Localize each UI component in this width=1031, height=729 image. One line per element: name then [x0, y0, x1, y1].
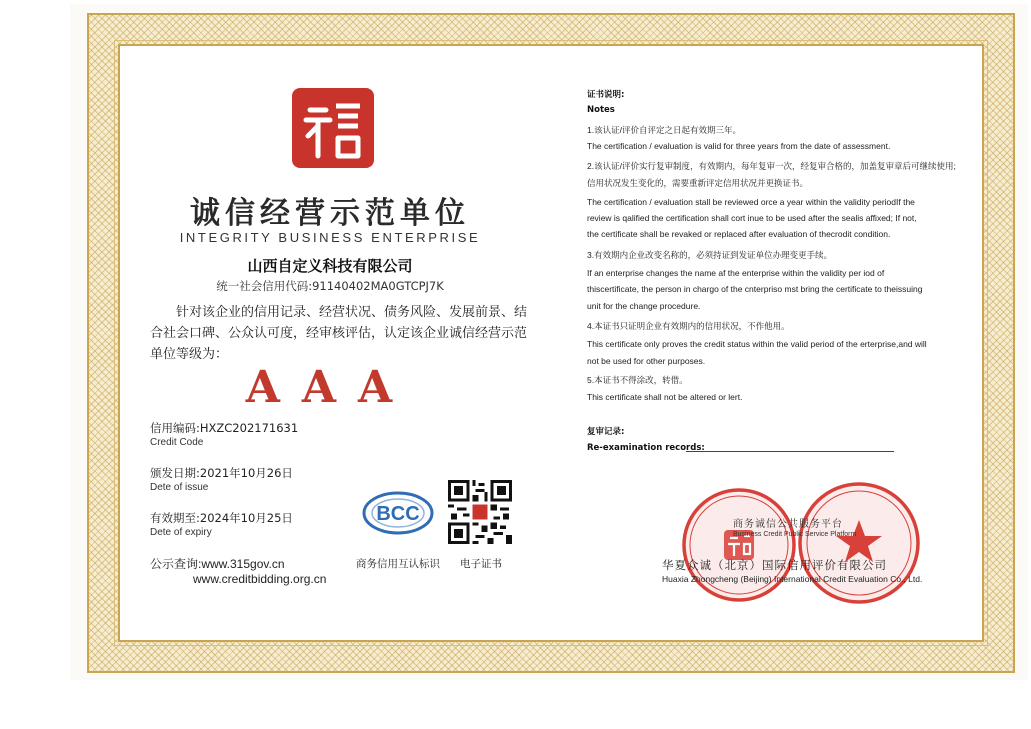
query-site: 公示查询:www.315gov.cn: [150, 557, 285, 571]
company-name: 山西自定义科技有限公司: [247, 257, 413, 275]
note-line: unit for the change procedure.: [587, 301, 701, 311]
bcc-logo-text: BCC: [376, 503, 420, 525]
issue-date-label: Dete of issue: [150, 482, 209, 493]
integrity-logo-icon: [290, 86, 376, 170]
issuer-name-en: Huaxia Zhongcheng (Beijing) International Credit Evaluation Co., Ltd.: [662, 574, 923, 584]
query-site-secondary: www.creditbidding.org.cn: [193, 572, 327, 586]
recheck-heading: 复审记录:: [587, 427, 625, 437]
note-line: not be used for other purposes.: [587, 356, 706, 366]
note-line: thiscertificate, the person in chargo of the cnterpriso mst bring the certificate to theissuing: [587, 284, 923, 294]
recheck-signature-line: [686, 451, 894, 452]
note-line: 4.本证书只证明企业有效期内的信用状况，不作他用。: [587, 321, 790, 331]
note-line: This certificate shall not be altered or lert.: [587, 392, 743, 402]
platform-name: 商务诚信公共服务平台: [733, 519, 843, 530]
qr-code-icon: [448, 480, 512, 544]
platform-name-en: Business Credit Public Service Platform: [733, 531, 857, 538]
bcc-caption: 商务信用互认标识: [356, 558, 440, 570]
notes-heading-en: Notes: [587, 105, 615, 115]
credit-grade: AAA: [245, 362, 415, 413]
note-line: 3.有效期内企业改变名称的，必须持证到发证单位办理变更手续。: [587, 250, 833, 260]
certificate-title-en: INTEGRITY BUSINESS ENTERPRISE: [179, 230, 481, 245]
note-line: review is qalified the certification shall cort inue to be used after the sealis affixed; If not,: [587, 213, 917, 223]
note-line: 5.本证书不得涂改，转借。: [587, 375, 688, 385]
qr-caption: 电子证书: [460, 558, 502, 570]
note-line: the certificate shall be revaked or replaced after evaluation of thecrodit condition.: [587, 229, 891, 239]
assessment-statement: 针对该企业的信用记录、经营状况、债务风险、发展前景、结合社会口碑、公众认可度，经审核评估，认定该企业诚信经营示范单位等级为：: [150, 305, 528, 362]
certificate-title: 诚信经营示范单位: [190, 196, 470, 231]
issue-date-value: 颁发日期:2021年10月26日: [150, 466, 293, 480]
unified-credit-code: 统一社会信用代码:91140402MA0GTCPJ7K: [216, 279, 444, 293]
note-line: If an enterprise changes the name af the enterprise within the validity per iod of: [587, 268, 885, 278]
note-line: 2.该认证/评价实行复审制度，有效期内，每年复审一次，经复审合格的，加盖复审章后可继续使用;: [587, 161, 956, 171]
issuer-name: 华夏众诚（北京）国际信用评价有限公司: [662, 558, 887, 572]
notes-heading: 证书说明:: [587, 90, 625, 100]
note-line: 1.该认证/评价自评定之日起有效期三年。: [587, 125, 741, 135]
note-line: 信用状况发生变化的，需要重新评定信用状况并更换证书。: [587, 178, 809, 188]
platform-seal-icon: [680, 486, 798, 604]
credit-code-label: Credit Code: [150, 437, 204, 448]
recheck-label: Re-examination records:: [587, 443, 705, 453]
credit-code-value: 信用编码:HXZC202171631: [150, 421, 299, 435]
bcc-logo-icon: [360, 488, 436, 538]
note-line: The certification / evaluation is valid for three years from the date of assessment.: [587, 141, 891, 151]
issuer-seal-icon: [796, 480, 922, 606]
note-line: This certificate only proves the credit status within the valid period of the erterprise,and will: [587, 339, 927, 349]
note-line: The certification / evaluation stall be reviewed orce a year within the validity periodIf the: [587, 197, 915, 207]
expiry-date-label: Dete of expiry: [150, 527, 212, 538]
expiry-date-value: 有效期至:2024年10月25日: [150, 511, 293, 525]
